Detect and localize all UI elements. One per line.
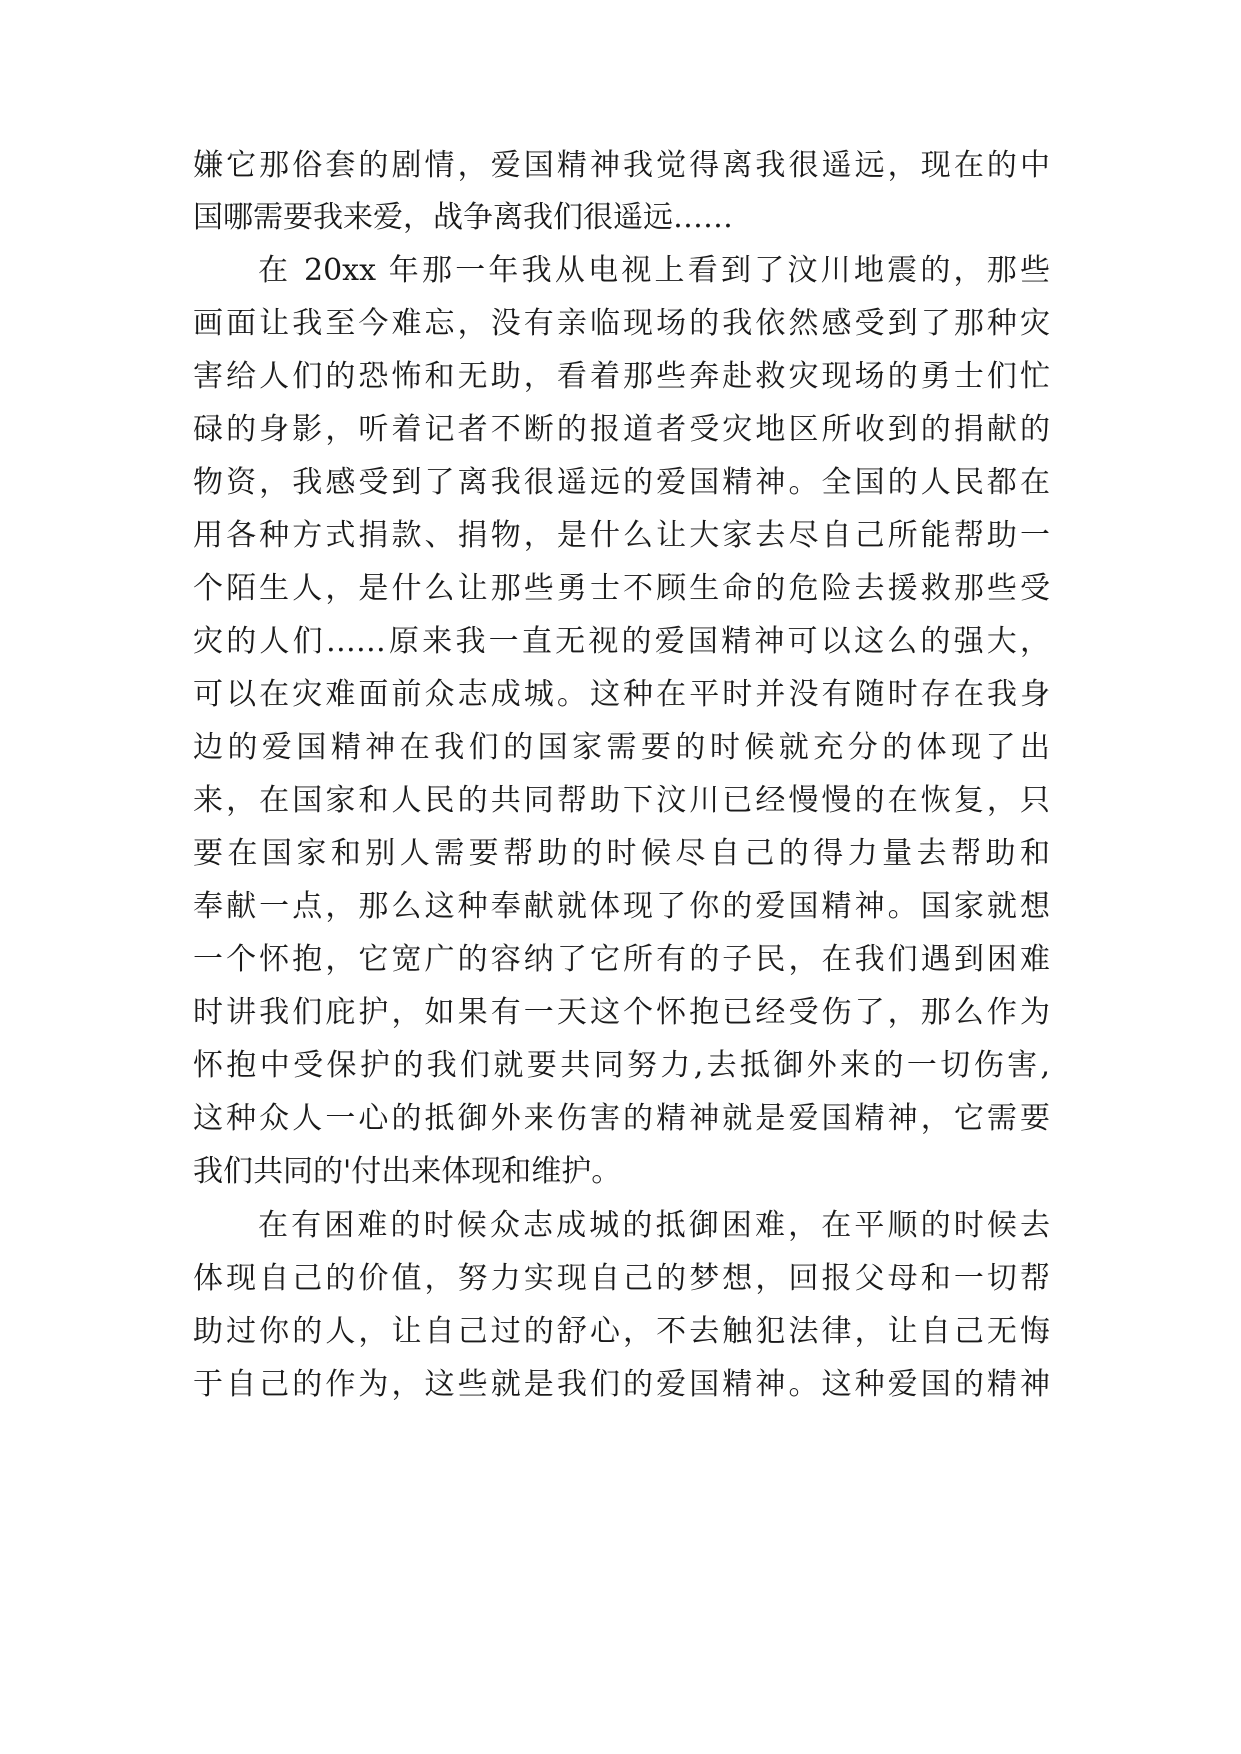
text-line: 用各种方式捐款、捐物，是什么让大家去尽自己所能帮助一 <box>193 518 1050 553</box>
text-line: 害给人们的恐怖和无助，看着那些奔赴救灾现场的勇士们忙 <box>193 359 1050 394</box>
paragraph-first-line: 在有困难的时候众志成城的抵御困难，在平顺的时候去 <box>258 1208 1050 1243</box>
text-line: 来，在国家和人民的共同帮助下汶川已经慢慢的在恢复，只 <box>193 783 1050 818</box>
text-line: 国哪需要我来爱，战争离我们很遥远…… <box>193 200 733 235</box>
text-line: 嫌它那俗套的剧情，爱国精神我觉得离我很遥远，现在的中 <box>193 148 1050 183</box>
text-line: 时讲我们庇护，如果有一天这个怀抱已经受伤了，那么作为 <box>193 995 1050 1030</box>
text-line: 个陌生人，是什么让那些勇士不顾生命的危险去援救那些受 <box>193 571 1050 606</box>
text-line: 边的爱国精神在我们的国家需要的时候就充分的体现了出 <box>193 730 1050 765</box>
text-line: 一个怀抱，它宽广的容纳了它所有的子民，在我们遇到困难 <box>193 942 1050 977</box>
text-line: 可以在灾难面前众志成城。这种在平时并没有随时存在我身 <box>193 677 1050 712</box>
text-line: 碌的身影，听着记者不断的报道者受灾地区所收到的捐献的 <box>193 412 1050 447</box>
text-line: 助过你的人，让自己过的舒心，不去触犯法律，让自己无悔 <box>193 1314 1050 1349</box>
text-line: 体现自己的价值，努力实现自己的梦想，回报父母和一切帮 <box>193 1261 1050 1296</box>
text-line: 灾的人们……原来我一直无视的爱国精神可以这么的强大， <box>193 624 1050 659</box>
text-line: 怀抱中受保护的我们就要共同努力,去抵御外来的一切伤害, <box>193 1048 1050 1083</box>
text-line: 画面让我至今难忘，没有亲临现场的我依然感受到了那种灾 <box>193 306 1050 341</box>
text-line: 要在国家和别人需要帮助的时候尽自己的得力量去帮助和 <box>193 836 1050 871</box>
paragraph-first-line: 在 20xx 年那一年我从电视上看到了汶川地震的，那些 <box>258 253 1050 288</box>
text-line: 物资，我感受到了离我很遥远的爱国精神。全国的人民都在 <box>193 465 1050 500</box>
text-line: 奉献一点，那么这种奉献就体现了你的爱国精神。国家就想 <box>193 889 1050 924</box>
text-line: 于自己的作为，这些就是我们的爱国精神。这种爱国的精神 <box>193 1367 1050 1402</box>
text-line: 我们共同的'付出来体现和维护。 <box>193 1154 622 1189</box>
text-line: 这种众人一心的抵御外来伤害的精神就是爱国精神，它需要 <box>193 1101 1050 1136</box>
